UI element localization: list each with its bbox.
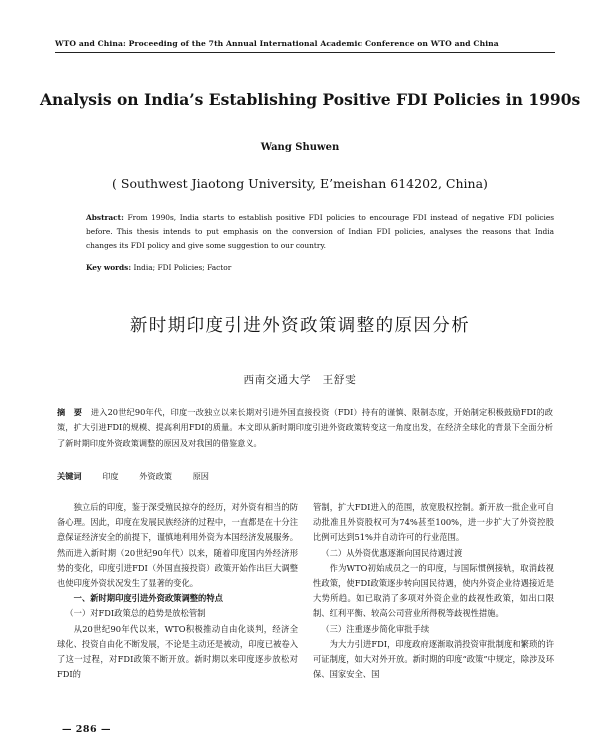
author-name: Wang Shuwen [260,142,340,153]
chinese-abstract-text: 进入20世纪90年代，印度一改独立以来长期对引进外国直接投资（FDI）持有的谨慎、限制态度，开始制定积极鼓励FDI的政策，扩大引进FDI的规模、提高利用FDI的质量。本文即从新时期印度引进外资政策转变这一角度出发，在经济全球化的背景下全面分析了新时期印度外资政策调整的原因及对我国的借鉴意义。 [57,407,553,448]
header-rule [55,52,555,53]
running-head: WTO and China: Proceeding of the 7th Annual International Academic Conference on WTO and China [55,39,499,48]
abstract-text: From 1990s, India starts to establish positive FDI policies to encourage FDI instead of negative FDI policies before. This thesis intends to put emphasis on the conversion of Indian FDI policies, analyses the reasons that India changes its FDI policy and give some suggestion to our country. [86,213,554,250]
english-keywords [86,262,554,274]
section-heading: 一、新时期印度引进外资政策调整的特点 [73,593,223,604]
english-abstract [86,211,554,253]
subsection-heading: （一）对FDI政策总的趋势是放松管制 [65,608,206,619]
chinese-abstract [57,405,553,451]
paper-title: Analysis on India’s Establishing Positive FDI Policies in 1990s [40,90,581,109]
body-paragraph: 从20世纪90年代以来，WTO积极推动自由化谈判，经济全球化、投资自由化不断发展，不论是主动还是被动，印度已被卷入了这一过程，对FDI政策不断开放。新时期以来印度逐步放松对FDI的 [57,623,298,680]
chinese-keywords-label: 关键词 [57,471,82,481]
body-paragraph: 独立后的印度，鉴于深受殖民掠夺的经历，对外资有相当的防备心理。因此，印度在发展民族经济的过程中，一直都是在十分注意保证经济安全的前提下，谨慎地利用外资为本国经济发展服务。然而进入新时期（20世纪90年代）以来，随着印度国内外经济形势的变化，印度引进FDI（外国直接投资）政策开始作出巨大调整也使印度外资状况发生了显著的变化。 [57,502,298,589]
subsection-heading: （三）注重逐步简化审批手续 [321,623,430,634]
abstract-label: Abstract: [86,213,124,222]
author-affiliation: ( Southwest Jiaotong University, E’meishan 614202, China) [112,176,488,191]
page-number: — 286 — [62,724,111,735]
chinese-author: 西南交通大学 王舒雯 [243,374,357,386]
chinese-keyword-3: 原因 [192,471,209,481]
body-paragraph: 作为WTO初始成员之一的印度，与国际惯例接轨，取消歧视性政策，使FDI政策逐步转向国民待遇，使内外资企业待遇接近是大势所趋。如已取消了多项对外资企业的歧视性政策，如出口限制、红利平衡、较高公司营业所得税等歧视性措施。 [313,562,554,619]
body-paragraph: 为大力引进FDI，印度政府逐渐取消投资审批制度和繁琐的许可证制度，如大对外开放。新时期的印度“政策”中规定，除涉及环保、国家安全、国 [313,638,554,680]
chinese-keywords [57,470,553,482]
chinese-title: 新时期印度引进外资政策调整的原因分析 [129,316,471,336]
subsection-heading: （二）从外资优惠逐渐向国民待遇过渡 [321,547,463,558]
chinese-keyword-2: 外资政策 [139,471,172,481]
keywords-label: Key words: [86,263,132,272]
body-paragraph-continued: 管制，扩大FDI进入的范围，放宽股权控制。新开放一批企业可自动批准且外资股权可为74%甚至100%，进一步扩大了外资控股比例可达到51%并自动许可的行业范围。 [313,502,554,543]
chinese-keyword-1: 印度 [102,471,119,481]
keywords-text: India; FDI Policies; Factor [133,263,232,272]
body-column-right [313,500,554,682]
body-column-left [57,500,298,682]
chinese-abstract-label: 摘 要 [57,407,83,417]
